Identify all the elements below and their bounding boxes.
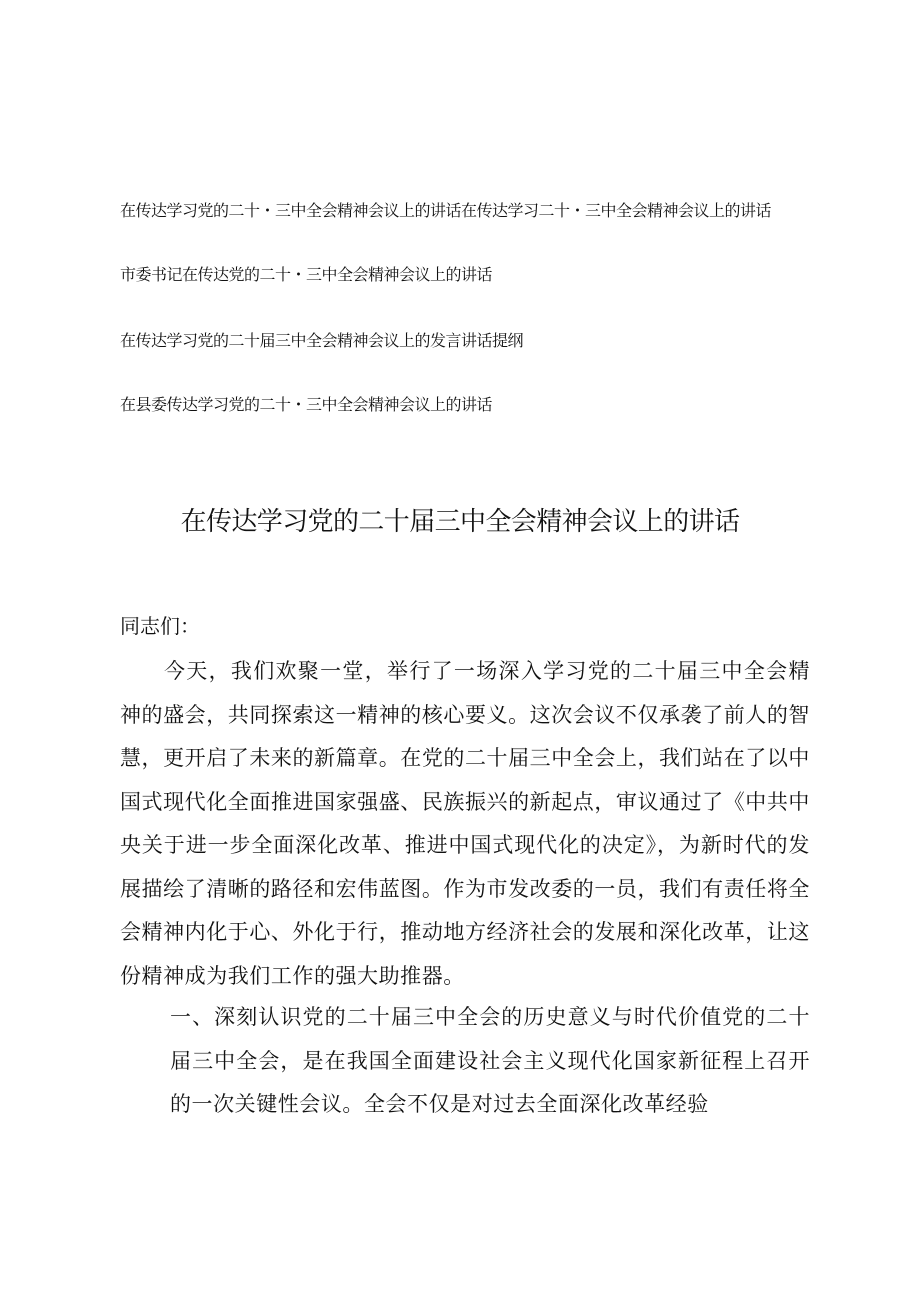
toc-item-2[interactable]: 市委书记在传达党的二十・三中全会精神会议上的讲话 — [120, 265, 493, 284]
section-heading-paragraph-1: 一、深刻认识党的二十届三中全会的历史意义与时代价值党的二十届三中全会，是在我国全面建设社会主义现代化国家新征程上召开的一次关键性会议。全会不仅是对过去全面深化改革经验 — [170, 1005, 810, 1116]
body-paragraph-1: 今天，我们欢聚一堂，举行了一场深入学习党的二十届三中全会精神的盛会，共同探索这一精神的核心要义。这次会议不仅承袭了前人的智慧，更开启了未来的新篇章。在党的二十届三中全会上，我们站在了以中国式现代化全面推进国家强盛、民族振兴的新起点，审议通过了《中共中央关于进一步全面深化改革、推进中国式现代化的决定》，为新时代的发展描绘了清晰的路径和宏伟蓝图。作为市发改委的一员，我们有责任将全会精神内化于心、外化于行，推动地方经济社会的发展和深化改革，让这份精神成为我们工作的强大助推器。 — [120, 659, 810, 988]
table-of-contents — [120, 198, 810, 456]
toc-item-1[interactable]: 在传达学习党的二十・三中全会精神会议上的讲话在传达学习二十・三中全会精神会议上的讲话 — [120, 201, 772, 220]
toc-item-4[interactable]: 在县委传达学习党的二十・三中全会精神会议上的讲话 — [120, 395, 493, 414]
toc-item-3[interactable]: 在传达学习党的二十届三中全会精神会议上的发言讲话提纲 — [120, 331, 524, 350]
document-title: 在传达学习党的二十届三中全会精神会议上的讲话 — [180, 507, 740, 537]
salutation: 同志们： — [120, 614, 200, 638]
